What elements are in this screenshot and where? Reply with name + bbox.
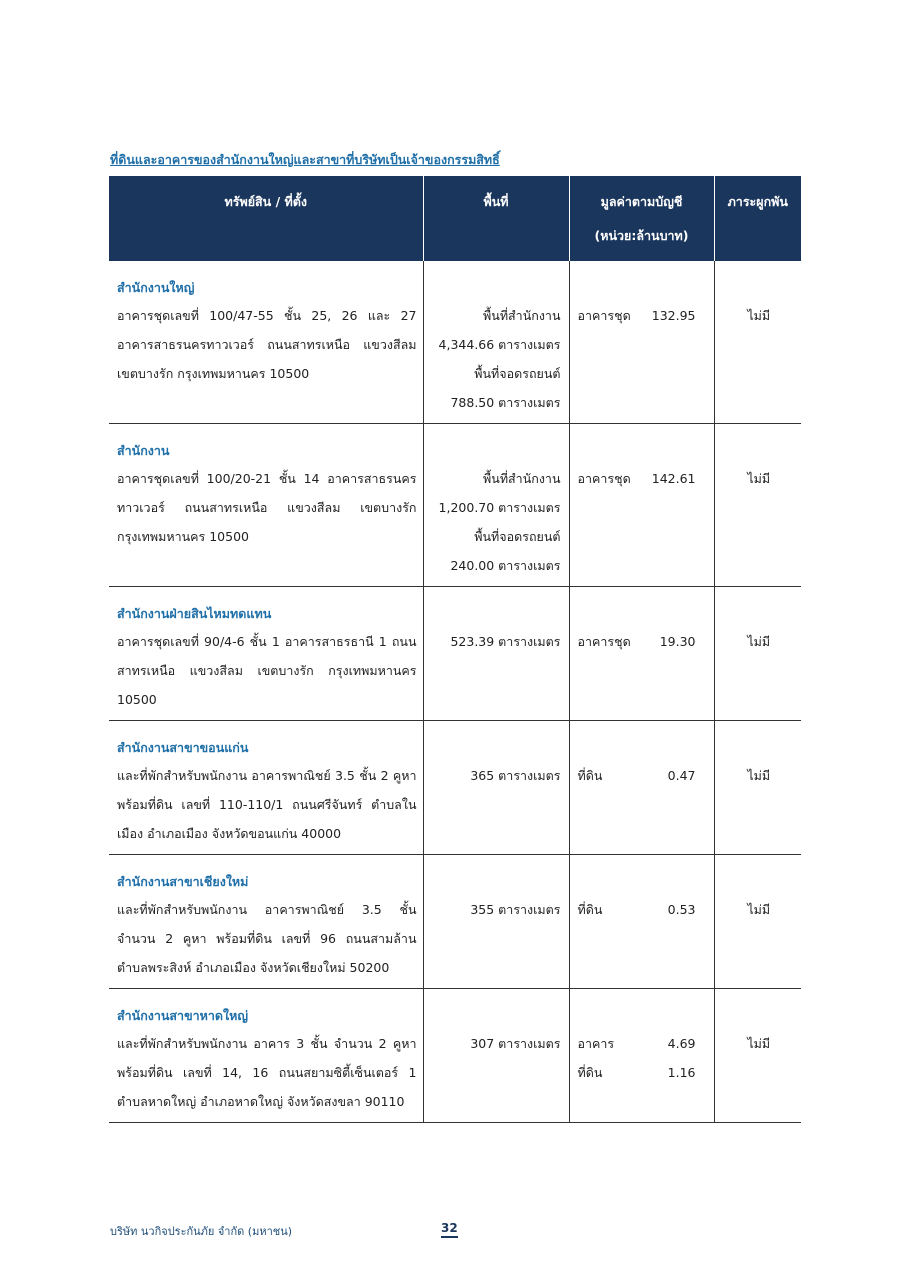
area-line: 1,200.70 ตารางเมตร	[438, 500, 561, 515]
area-line: พื้นที่จอดรถยนต์	[474, 366, 561, 381]
book-value-cell	[569, 855, 714, 989]
book-value-row	[578, 761, 708, 790]
area-line: 523.39 ตารางเมตร	[450, 634, 561, 649]
book-value-row	[578, 1029, 708, 1058]
asset-location-cell	[109, 424, 423, 587]
asset-address: อาคารชุดเลขที่ 100/20-21 ชั้น 14 อาคารสาธรนคร ทาวเวอร์ ถนนสาทรเหนือ แขวงสีลม เขตบางรัก กรุงเทพมหานคร 10500	[117, 471, 417, 544]
asset-location-cell	[109, 855, 423, 989]
table-row	[109, 989, 801, 1123]
area-line: พื้นที่สำนักงาน	[483, 308, 561, 323]
asset-name: สำนักงานใหญ่	[117, 280, 195, 295]
page-number: 32	[441, 1221, 458, 1238]
area-cell	[423, 721, 569, 855]
asset-location-cell	[109, 261, 423, 424]
table-body	[109, 261, 801, 1123]
book-value-cell	[569, 989, 714, 1123]
book-value-amount: 142.61	[651, 471, 696, 486]
book-value-type: อาคารชุด	[577, 471, 631, 486]
encumbrance-cell: ไม่มี	[714, 587, 801, 721]
encumbrance-cell: ไม่มี	[714, 261, 801, 424]
book-value-cell	[569, 721, 714, 855]
header-asset: ทรัพย์สิน / ที่ตั้ง	[109, 176, 423, 261]
book-value-type: อาคาร	[577, 1036, 615, 1051]
table-row	[109, 261, 801, 424]
area-cell	[423, 261, 569, 424]
book-value-type: อาคารชุด	[577, 634, 631, 649]
header-book-value-unit: (หน่วย:ล้านบาท)	[594, 228, 689, 243]
footer-company: บริษัท นวกิจประกันภัย จำกัด (มหาชน)	[110, 1225, 293, 1238]
asset-name: สำนักงานสาขาเชียงใหม่	[117, 874, 249, 889]
table-row	[109, 587, 801, 721]
header-area: พื้นที่	[423, 176, 569, 261]
area-cell	[423, 424, 569, 587]
book-value-type: ที่ดิน	[577, 768, 603, 783]
table-row	[109, 855, 801, 989]
asset-location-cell	[109, 721, 423, 855]
book-value-type: อาคารชุด	[577, 308, 631, 323]
book-value-amount: 1.16	[667, 1065, 696, 1080]
area-line: 788.50 ตารางเมตร	[450, 395, 561, 410]
header-book-value-label: มูลค่าตามบัญชี	[600, 194, 683, 209]
book-value-row	[578, 1058, 708, 1087]
area-line: 4,344.66 ตารางเมตร	[438, 337, 561, 352]
area-line: 240.00 ตารางเมตร	[450, 558, 561, 573]
book-value-amount: 19.30	[659, 634, 696, 649]
book-value-cell	[569, 587, 714, 721]
book-value-row	[578, 895, 708, 924]
area-line: 365 ตารางเมตร	[470, 768, 561, 783]
asset-address: และที่พักสำหรับพนักงาน อาคารพาณิชย์ 3.5 ชั้น จำนวน 2 คูหา พร้อมที่ดิน เลขที่ 96 ถนนสามล้าน ตำบลพระสิงห์ อำเภอเมือง จังหวัดเชียงใหม่ 50200	[117, 902, 417, 975]
asset-location-cell	[109, 587, 423, 721]
area-cell	[423, 989, 569, 1123]
book-value-row	[578, 464, 708, 493]
book-value-cell	[569, 261, 714, 424]
header-encumbrance: ภาระผูกพัน	[714, 176, 801, 261]
area-line: พื้นที่จอดรถยนต์	[474, 529, 561, 544]
encumbrance-cell: ไม่มี	[714, 989, 801, 1123]
book-value-type: ที่ดิน	[577, 902, 603, 917]
asset-address: อาคารชุดเลขที่ 90/4-6 ชั้น 1 อาคารสาธรธานี 1 ถนนสาทรเหนือ แขวงสีลม เขตบางรัก กรุงเทพมหานคร 10500	[117, 634, 417, 707]
table-row	[109, 424, 801, 587]
area-line: 355 ตารางเมตร	[470, 902, 561, 917]
area-cell	[423, 855, 569, 989]
area-line: พื้นที่สำนักงาน	[483, 471, 561, 486]
header-book-value	[569, 176, 714, 261]
book-value-amount: 0.53	[667, 902, 696, 917]
book-value-amount: 132.95	[651, 308, 696, 323]
asset-address: และที่พักสำหรับพนักงาน อาคารพาณิชย์ 3.5 ชั้น 2 คูหา พร้อมที่ดิน เลขที่ 110-110/1 ถนนศรีจันทร์ ตำบลในเมือง อำเภอเมือง จังหวัดขอนแก่น 40000	[117, 768, 417, 841]
table-row	[109, 721, 801, 855]
book-value-cell	[569, 424, 714, 587]
asset-name: สำนักงาน	[117, 443, 170, 458]
book-value-row	[578, 627, 708, 656]
book-value-amount: 4.69	[667, 1036, 696, 1051]
area-cell	[423, 587, 569, 721]
encumbrance-cell: ไม่มี	[714, 424, 801, 587]
assets-table	[109, 176, 801, 1123]
area-line: 307 ตารางเมตร	[470, 1036, 561, 1051]
asset-name: สำนักงานฝ่ายสินไหมทดแทน	[117, 606, 272, 621]
page-title: ที่ดินและอาคารของสำนักงานใหญ่และสาขาที่บริษัทเป็นเจ้าของกรรมสิทธิ์	[110, 152, 500, 167]
book-value-type: ที่ดิน	[577, 1065, 603, 1080]
asset-name: สำนักงานสาขาหาดใหญ่	[117, 1008, 249, 1023]
asset-location-cell	[109, 989, 423, 1123]
table-header	[109, 176, 801, 261]
asset-name: สำนักงานสาขาขอนแก่น	[117, 740, 249, 755]
book-value-amount: 0.47	[667, 768, 696, 783]
encumbrance-cell: ไม่มี	[714, 721, 801, 855]
encumbrance-cell: ไม่มี	[714, 855, 801, 989]
asset-address: อาคารชุดเลขที่ 100/47-55 ชั้น 25, 26 และ 27 อาคารสาธรนครทาวเวอร์ ถนนสาทรเหนือ แขวงสีลม เขตบางรัก กรุงเทพมหานคร 10500	[117, 308, 417, 381]
asset-address: และที่พักสำหรับพนักงาน อาคาร 3 ชั้น จำนวน 2 คูหา พร้อมที่ดิน เลขที่ 14, 16 ถนนสยามซิตี้เซ็นเตอร์ 1 ตำบลหาดใหญ่ อำเภอหาดใหญ่ จังหวัดสงขลา 90110	[117, 1036, 417, 1109]
book-value-row	[578, 301, 708, 330]
